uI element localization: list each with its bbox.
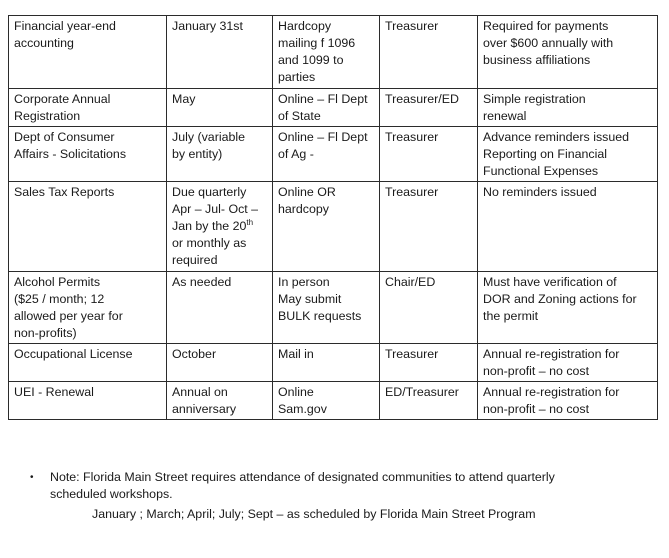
responsible-party-cell [380, 89, 478, 127]
cell-line: Simple registration [483, 92, 586, 106]
cell-line: of State [278, 109, 321, 123]
cell-line: Advance reminders issued [483, 130, 630, 144]
cell-line: Must have verification of [483, 275, 617, 289]
cell-line: January 31st [172, 19, 243, 33]
cell-line: mailing f 1096 [278, 36, 356, 50]
cell-line: May submit [278, 292, 342, 306]
cell-line: Required for payments [483, 19, 609, 33]
cell-line: Online [278, 385, 314, 399]
cell-line: Due quarterly [172, 185, 247, 199]
cell-line-text: Jan by the 20 [172, 219, 247, 233]
table-row [9, 127, 658, 182]
table-row [9, 89, 658, 127]
ordinal-suffix: th [246, 218, 254, 227]
cell-line: Alcohol Permits [14, 275, 101, 289]
task-cell [9, 16, 167, 89]
filing-method-cell [273, 16, 380, 89]
filing-method-cell [273, 382, 380, 420]
cell-line: ($25 / month; 12 [14, 292, 105, 306]
cell-line: Annual on [172, 385, 228, 399]
cell-line: Financial year-end [14, 19, 116, 33]
due-date-cell [167, 89, 273, 127]
table-row [9, 382, 658, 420]
table-row [9, 272, 658, 344]
filing-method-cell [273, 272, 380, 344]
cell-line: Treasurer [385, 185, 439, 199]
cell-line: Hardcopy [278, 19, 332, 33]
cell-line: October [172, 347, 217, 361]
cell-line: In person [278, 275, 330, 289]
cell-line: accounting [14, 36, 74, 50]
cell-line: Reporting on Financial [483, 147, 607, 161]
filing-method-cell [273, 182, 380, 272]
cell-line: over $600 annually with [483, 36, 614, 50]
responsible-party-cell [380, 182, 478, 272]
task-cell [9, 344, 167, 382]
table-row [9, 16, 658, 89]
due-date-cell [167, 272, 273, 344]
cell-line: required [172, 253, 218, 267]
task-cell [9, 272, 167, 344]
cell-line: anniversary [172, 402, 237, 416]
cell-line: and 1099 to [278, 53, 344, 67]
compliance-table [8, 15, 658, 420]
task-cell [9, 182, 167, 272]
responsible-party-cell [380, 272, 478, 344]
cell-line: Chair/ED [385, 275, 436, 289]
cell-line [172, 218, 268, 235]
cell-line: allowed per year for [14, 309, 123, 323]
cell-line: the permit [483, 309, 539, 323]
cell-line: renewal [483, 109, 527, 123]
cell-line: May [172, 92, 196, 106]
cell-line: non-profit – no cost [483, 364, 590, 378]
responsible-party-cell [380, 127, 478, 182]
responsible-party-cell [380, 382, 478, 420]
filing-method-cell [273, 89, 380, 127]
compliance-table-body [9, 16, 658, 420]
cell-line: Sales Tax Reports [14, 185, 115, 199]
cell-line: As needed [172, 275, 232, 289]
filing-method-cell [273, 127, 380, 182]
note-schedule: January ; March; April; July; Sept – as scheduled by Florida Main Street Program [92, 507, 536, 521]
notes-cell [478, 16, 658, 89]
cell-line: Treasurer [385, 130, 439, 144]
cell-line: Treasurer [385, 347, 439, 361]
responsible-party-cell [380, 16, 478, 89]
cell-line: Sam.gov [278, 402, 327, 416]
cell-line: UEI - Renewal [14, 385, 94, 399]
table-row [9, 182, 658, 272]
due-date-cell [167, 127, 273, 182]
cell-line: Corporate Annual [14, 92, 111, 106]
due-date-cell [167, 382, 273, 420]
note-line-2: scheduled workshops. [50, 487, 173, 501]
notes-cell [478, 182, 658, 272]
cell-line: BULK requests [278, 309, 362, 323]
cell-line: Registration [14, 109, 81, 123]
task-cell [9, 89, 167, 127]
cell-line: Functional Expenses [483, 164, 599, 178]
cell-line: July (variable [172, 130, 245, 144]
task-cell [9, 127, 167, 182]
cell-line: of Ag - [278, 147, 314, 161]
filing-method-cell [273, 344, 380, 382]
cell-line: non-profits) [14, 326, 77, 340]
notes-cell [478, 89, 658, 127]
cell-line: Annual re-registration for [483, 385, 620, 399]
cell-line: Mail in [278, 347, 314, 361]
cell-line: Treasurer/ED [385, 92, 459, 106]
responsible-party-cell [380, 344, 478, 382]
cell-line: business affiliations [483, 53, 591, 67]
cell-line: Affairs - Solicitations [14, 147, 127, 161]
cell-line: non-profit – no cost [483, 402, 590, 416]
task-cell [9, 382, 167, 420]
cell-line: Online OR [278, 185, 336, 199]
cell-line: DOR and Zoning actions for [483, 292, 637, 306]
notes-cell [478, 344, 658, 382]
cell-line: Dept of Consumer [14, 130, 115, 144]
cell-line: Annual re-registration for [483, 347, 620, 361]
cell-line: parties [278, 70, 316, 84]
due-date-cell [167, 182, 273, 272]
cell-line: Apr – Jul- Oct – [172, 202, 259, 216]
cell-line: or monthly as [172, 236, 247, 250]
note-bullet: • [30, 472, 34, 483]
cell-line: Treasurer [385, 19, 439, 33]
cell-line: hardcopy [278, 202, 329, 216]
cell-line: by entity) [172, 147, 223, 161]
cell-line: No reminders issued [483, 185, 597, 199]
notes-cell [478, 127, 658, 182]
cell-line: Online – Fl Dept [278, 92, 368, 106]
due-date-cell [167, 344, 273, 382]
note-line-1: Note: Florida Main Street requires attendance of designated communities to attend quarterly [50, 470, 555, 484]
table-row [9, 344, 658, 382]
note-text [50, 469, 555, 503]
notes-cell [478, 272, 658, 344]
notes-cell [478, 382, 658, 420]
due-date-cell [167, 16, 273, 89]
cell-line: ED/Treasurer [385, 385, 459, 399]
cell-line: Online – Fl Dept [278, 130, 368, 144]
cell-line: Occupational License [14, 347, 133, 361]
